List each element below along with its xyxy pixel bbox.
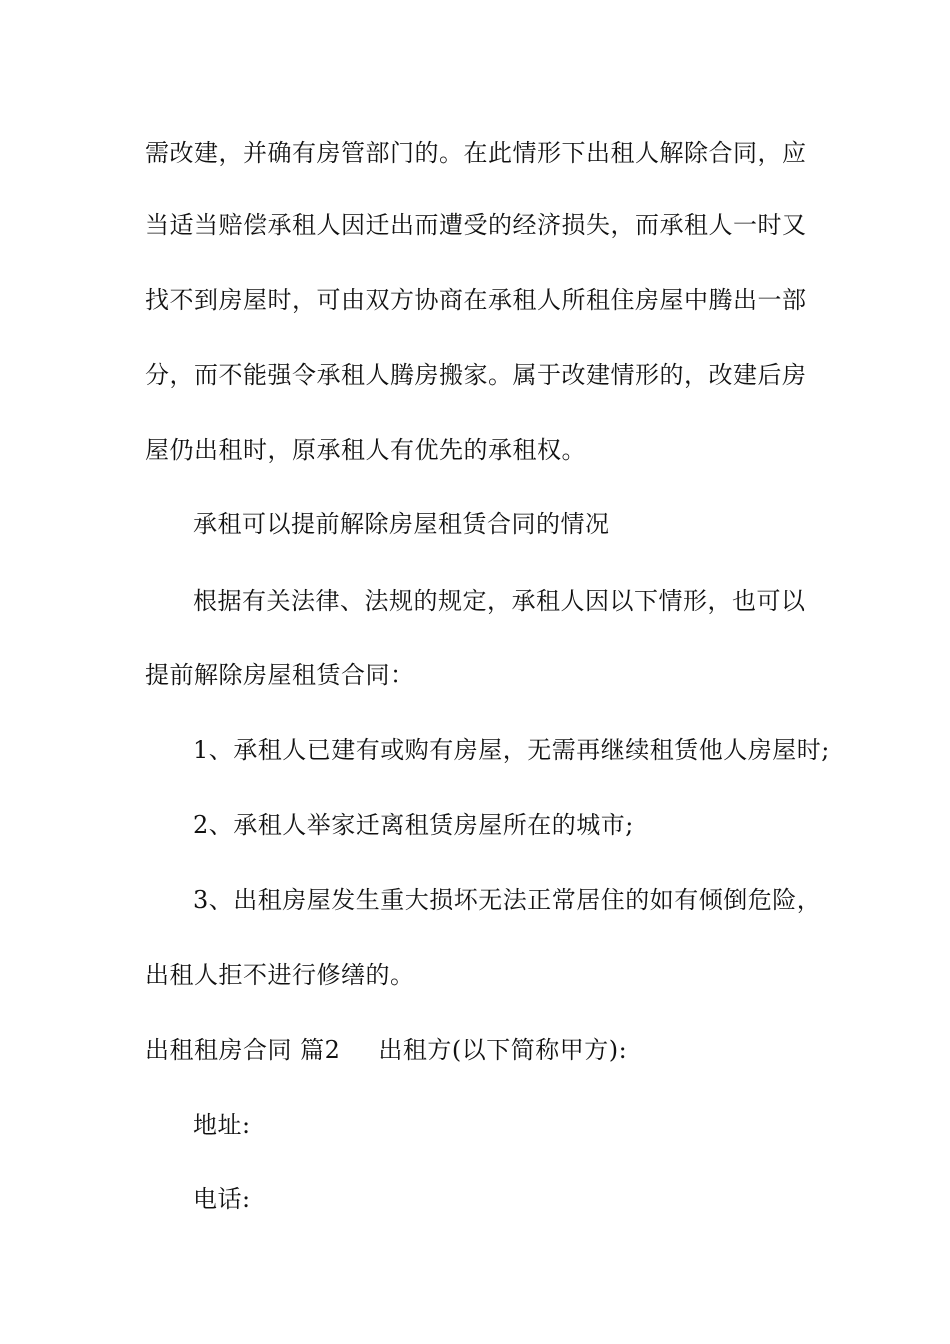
- paragraph-1-line-5: 屋仍出租时，原承租人有优先的承租权。: [145, 436, 586, 464]
- paragraph-1-line-1: 需改建，并确有房管部门的。在此情形下出租人解除合同，应: [145, 139, 807, 167]
- section-header: [145, 1035, 627, 1065]
- phone-label: 电话:: [193, 1185, 251, 1213]
- paragraph-1-line-4: 分，而不能强令承租人腾房搬家。属于改建情形的，改建后房: [145, 361, 807, 389]
- paragraph-1-line-3: 找不到房屋时，可由双方协商在承租人所租住房屋中腾出一部: [145, 286, 807, 314]
- list-item-1: 1、承租人已建有或购有房屋，无需再继续租赁他人房屋时;: [193, 736, 830, 764]
- paragraph-1-line-2: 当适当赔偿承租人因迁出而遭受的经济损失，而承租人一时又: [145, 211, 807, 239]
- lessor-label: 出租方(以下简称甲方):: [378, 1036, 628, 1064]
- subheading: 承租可以提前解除房屋租赁合同的情况: [193, 510, 610, 538]
- list-item-3-continuation: 出租人拒不进行修缮的。: [145, 961, 415, 989]
- section-title: 出租租房合同 篇2: [145, 1036, 341, 1064]
- list-item-2: 2、承租人举家迁离租赁房屋所在的城市;: [193, 811, 634, 839]
- paragraph-2-line-2: 提前解除房屋租赁合同：: [145, 661, 415, 689]
- address-label: 地址:: [193, 1111, 251, 1139]
- paragraph-2-line-1: 根据有关法律、法规的规定，承租人因以下情形，也可以: [193, 587, 806, 615]
- list-item-3: 3、出租房屋发生重大损坏无法正常居住的如有倾倒危险，: [193, 886, 822, 914]
